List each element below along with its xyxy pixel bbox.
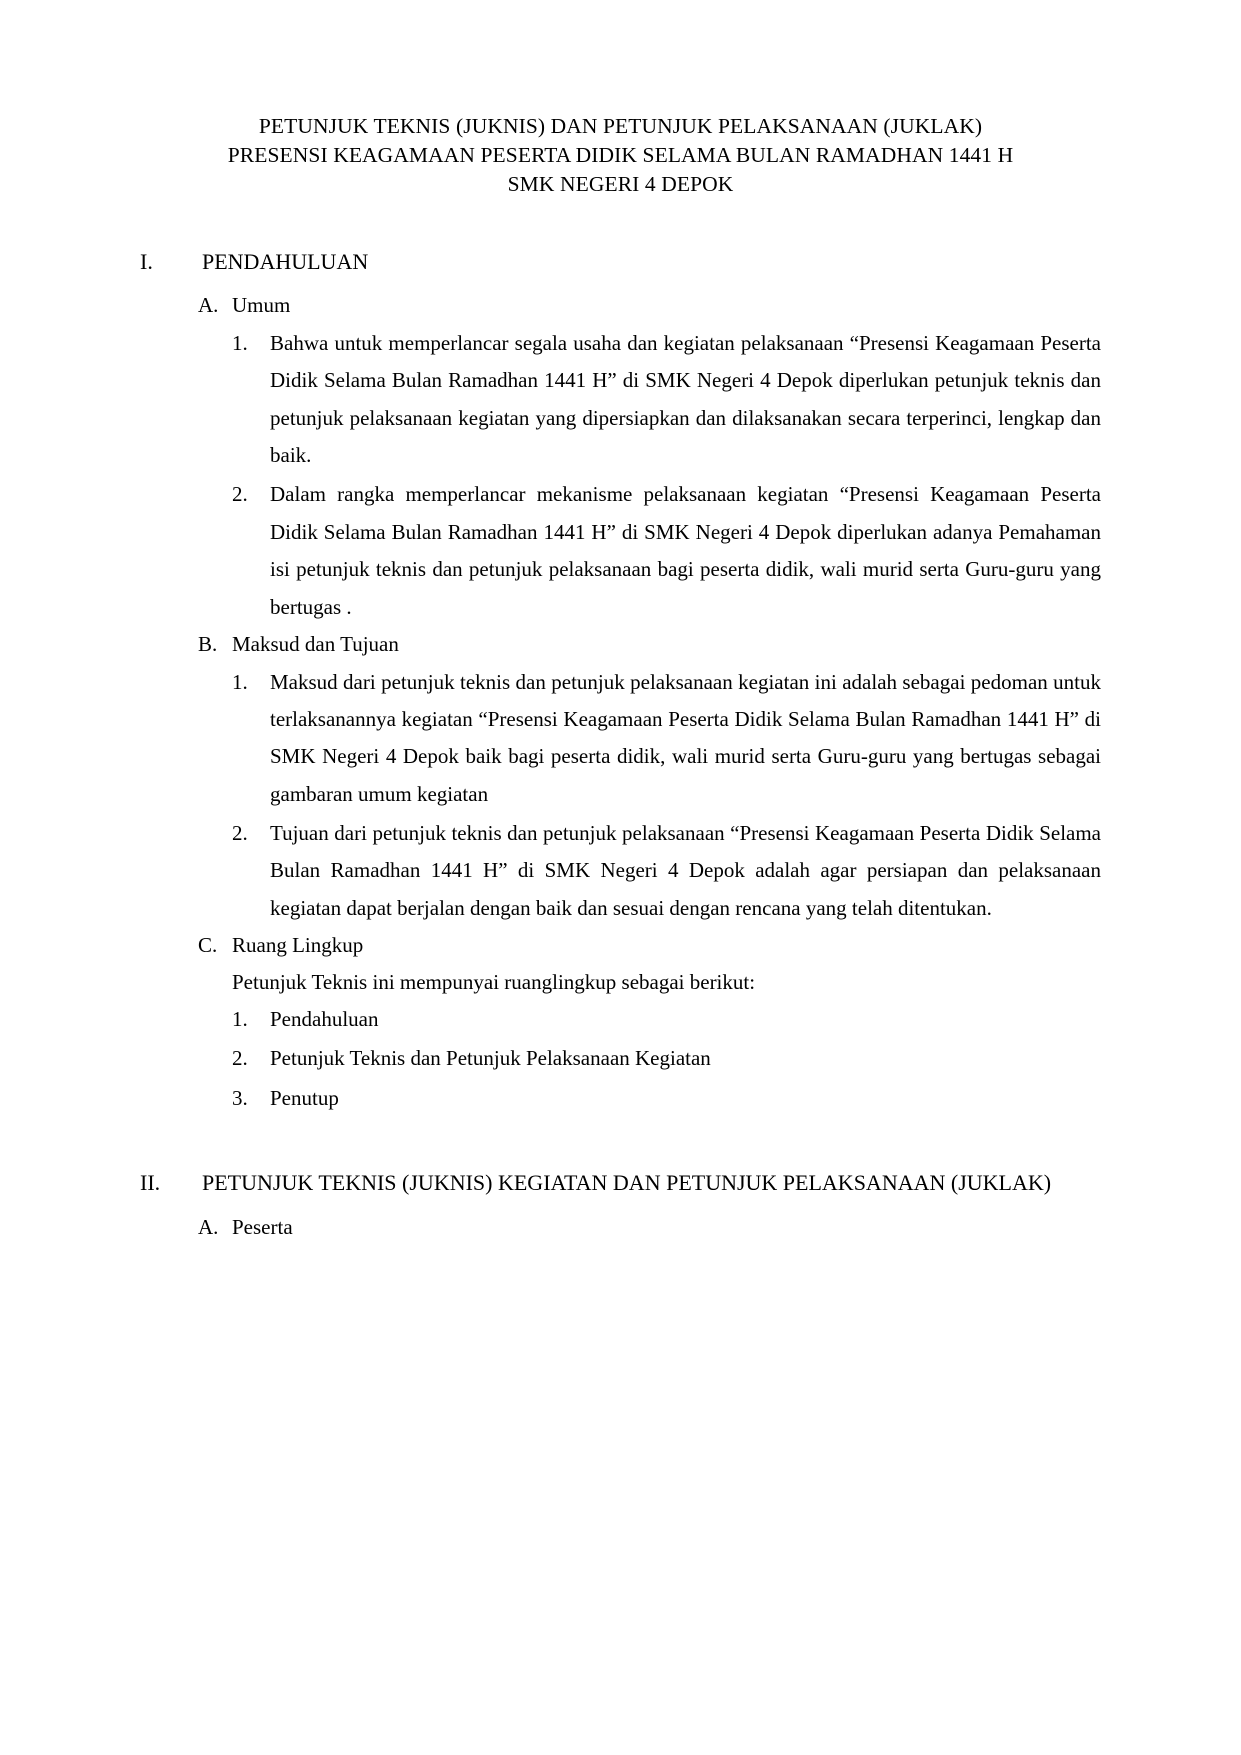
section-heading-petunjuk-teknis [140,1165,1101,1201]
list-item-text: Tujuan dari petunjuk teknis dan petunjuk pelaksanaan “Presensi Keagamaan Peserta Didik Selama Bulan Ramadhan 1441 H” di SMK Negeri 4 Depok adalah agar persiapan dan pelaksanaan kegiatan dapat berjalan dengan baik dan sesuai dengan rencana yang telah ditentukan. [270,821,1101,920]
subsection-heading-ruang-lingkup [198,929,1101,963]
title-line-2: PRESENSI KEAGAMAAN PESERTA DIDIK SELAMA BULAN RAMADHAN 1441 H [227,143,1014,168]
list-item [232,1040,1101,1077]
list-item [232,664,1101,814]
title-line-3: SMK NEGERI 4 DEPOK [507,172,734,197]
list-item-number: 1. [232,1006,248,1031]
subsection-heading-maksud-dan-tujuan [198,628,1101,662]
section-spacer [140,1119,1101,1165]
subsection-heading-umum [198,289,1101,323]
list-item [232,815,1101,927]
list-item [232,476,1101,626]
subsection-letter: A. [198,293,219,318]
subsection-letter: B. [198,631,218,656]
list-item-number: 2. [232,1046,248,1071]
list-item-text: Pendahuluan [270,1006,379,1031]
list-item-text: Maksud dari petunjuk teknis dan petunjuk pelaksanaan kegiatan ini adalah sebagai pedoman untuk terlaksanannya kegiatan “Presensi Keagamaan Peserta Didik Selama Bulan Ramadhan 1441 H” di SMK Negeri 4 Depok baik bagi peserta didik, wali murid serta Guru-guru yang bertugas sebagai gambaran umum kegiatan [270,669,1101,806]
list-item-text: Bahwa untuk memperlancar segala usaha dan kegiatan pelaksanaan “Presensi Keagamaan Peserta Didik Selama Bulan Ramadhan 1441 H” di SMK Negeri 4 Depok diperlukan petunjuk teknis dan petunjuk pelaksanaan kegiatan yang dipersiapkan dan dilaksanakan secara terperinci, lengkap dan baik. [270,330,1101,468]
subsection-title: Maksud dan Tujuan [232,631,399,656]
list-item-number: 2. [232,482,248,507]
section-numeral: I. [140,248,153,274]
section-numeral: II. [140,1169,161,1195]
list-item-number: 2. [232,821,248,846]
page-title [140,112,1101,200]
list-item [232,1080,1101,1117]
section-title: PENDAHULUAN [202,248,369,274]
list-item-number: 1. [232,330,248,355]
title-line-1: PETUNJUK TEKNIS (JUKNIS) DAN PETUNJUK PELAKSANAAN (JUKLAK) [258,114,983,138]
ruang-lingkup-lead-text: Petunjuk Teknis ini mempunyai ruanglingkup sebagai berikut: [232,969,756,994]
subsection-letter: A. [198,1214,219,1239]
list-item [232,1001,1101,1038]
list-item [232,325,1101,475]
list-item-text: Penutup [270,1085,339,1110]
subsection-title: Umum [232,293,291,318]
subsection-title: Ruang Lingkup [232,933,364,958]
subsection-heading-peserta [198,1211,1101,1245]
list-item-number: 1. [232,669,248,694]
list-item-text: Dalam rangka memperlancar mekanisme pelaksanaan kegiatan “Presensi Keagamaan Peserta Didik Selama Bulan Ramadhan 1441 H” di SMK Negeri 4 Depok diperlukan adanya Pemahaman isi petunjuk teknis dan petunjuk pelaksanaan bagi peserta didik, wali murid serta Guru-guru yang bertugas . [270,482,1101,619]
section-heading-pendahuluan [140,244,1101,280]
list-item-text: Petunjuk Teknis dan Petunjuk Pelaksanaan Kegiatan [270,1046,711,1071]
subsection-title: Peserta [232,1214,293,1239]
section-title: PETUNJUK TEKNIS (JUKNIS) KEGIATAN DAN PETUNJUK PELAKSANAAN (JUKLAK) [202,1169,1052,1195]
subsection-letter: C. [198,933,218,958]
list-item-number: 3. [232,1085,248,1110]
